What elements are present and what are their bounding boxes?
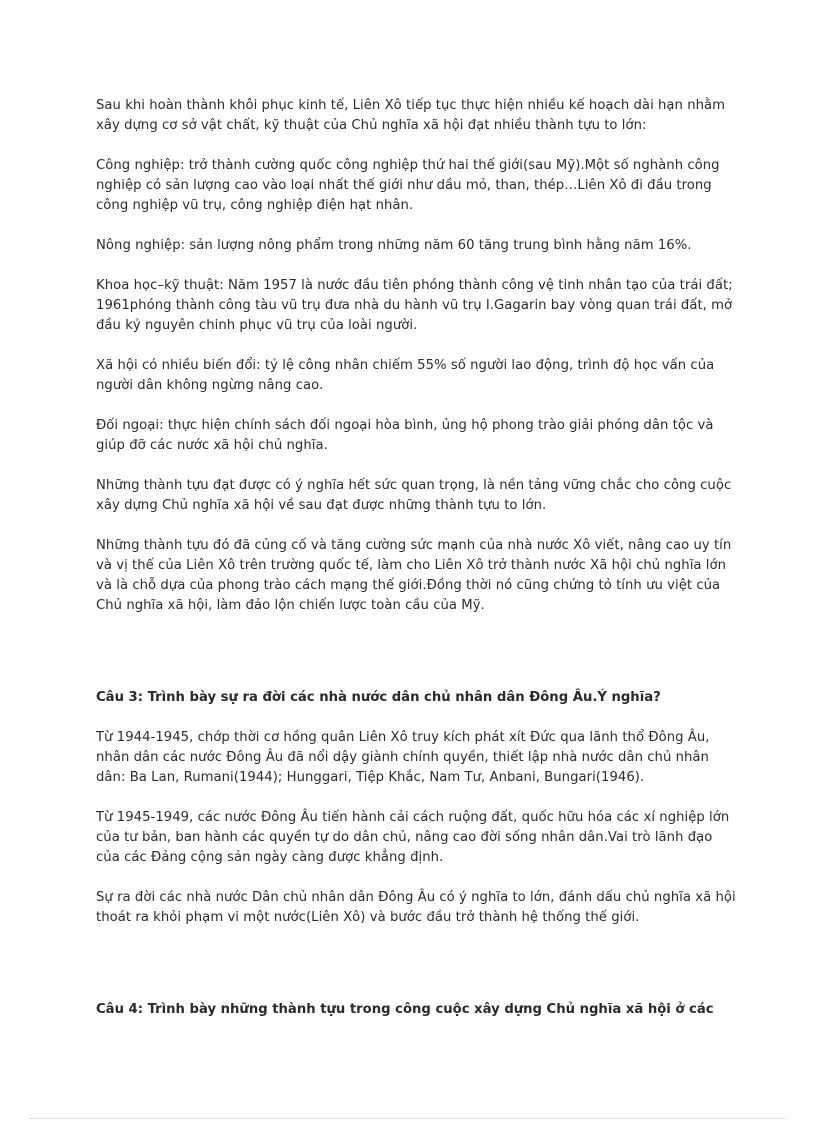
page-bottom-rule [30,1118,786,1119]
section-spacer [96,948,736,1000]
paragraph-intro: Sau khi hoàn thành khôi phục kinh tế, Liên Xô tiếp tục thực hiện nhiều kế hoạch dài hạn nhằm xây dựng cơ sở vật chất, kỹ thuật của Chủ nghĩa xã hội đạt nhiều thành tựu to lớn: [96,98,726,133]
paragraph-q3-reforms: Từ 1945-1949, các nước Đông Âu tiến hành cải cách ruộng đất, quốc hữu hóa các xí nghiệp lớn của tư bản, ban hành các quyền tự do dân chủ, nâng cao đời sống nhân dân.Vai trò lãnh đạo của các Đảng cộng sản ngày càng được khẳng định. [96,810,730,865]
paragraph-science: Khoa học–kỹ thuật: Năm 1957 là nước đầu tiên phóng thành công vệ tinh nhân tạo của trái đất; 1961phóng thành công tàu vũ trụ đưa nhà du hành vũ trụ I.Gagarin bay vòng quan trái đất, mở đầu kỷ nguyên chinh phục vũ trụ của loài người. [96,278,733,333]
paragraph-q3-significance: Sự ra đời các nhà nước Dân chủ nhân dân Đông Âu có ý nghĩa to lớn, đánh dấu chủ nghĩa xã hội thoát ra khỏi phạm vi một nước(Liên Xô) và bước đầu trở thành hệ thống thế giới. [96,890,736,925]
paragraph-society: Xã hội có nhiều biến đổi: tỷ lệ công nhân chiếm 55% số người lao động, trình độ học vấn của người dân không ngừng nâng cao. [96,358,715,393]
paragraph-impact: Những thành tựu đó đã củng cố và tăng cường sức mạnh của nhà nước Xô viết, nâng cao uy tín và vị thế của Liên Xô trên trường quốc tế, làm cho Liên Xô trở thành nước Xã hội chủ nghĩa lớn và là chỗ dựa của phong trào cách mạng thế giới.Đồng thời nó cũng chứng tỏ tính ưu việt của Chủ nghĩa xã hội, làm đảo lộn chiến lược toàn cầu của Mỹ. [96,538,732,613]
section-spacer [96,636,736,688]
paragraph-agriculture: Nông nghiệp: sản lượng nông phẩm trong những năm 60 tăng trung bình hằng năm 16%. [96,238,692,253]
question-3-heading: Câu 3: Trình bày sự ra đời các nhà nước dân chủ nhân dân Đông Âu.Ý nghĩa? [96,690,661,705]
document-page [96,96,736,1040]
paragraph-foreign-policy: Đối ngoại: thực hiện chính sách đối ngoại hòa bình, ủng hộ phong trào giải phóng dân tộc và giúp đỡ các nước xã hội chủ nghĩa. [96,418,714,453]
paragraph-significance: Những thành tựu đạt được có ý nghĩa hết sức quan trọng, là nền tảng vững chắc cho công cuộc xây dựng Chủ nghĩa xã hội về sau đạt được những thành tựu to lớn. [96,478,732,513]
question-4-heading: Câu 4: Trình bày những thành tựu trong công cuộc xây dựng Chủ nghĩa xã hội ở các [96,1002,714,1017]
paragraph-industry: Công nghiệp: trở thành cường quốc công nghiệp thứ hai thế giới(sau Mỹ).Một số nghành công nghiệp có sản lượng cao vào loại nhất thế giới như dầu mỏ, than, thép…Liên Xô đi đầu trong công nghiệp vũ trụ, công nghiệp điện hạt nhân. [96,158,720,213]
paragraph-q3-formation: Từ 1944-1945, chớp thời cơ hồng quân Liên Xô truy kích phát xít Đức qua lãnh thổ Đông Âu, nhân dân các nước Đông Âu đã nổi dậy giành chính quyền, thiết lập nhà nước dân chủ nhân dân: Ba Lan, Rumani(1944); Hunggari, Tiệp Khắc, Nam Tư, Anbani, Bungari(1946). [96,730,710,785]
